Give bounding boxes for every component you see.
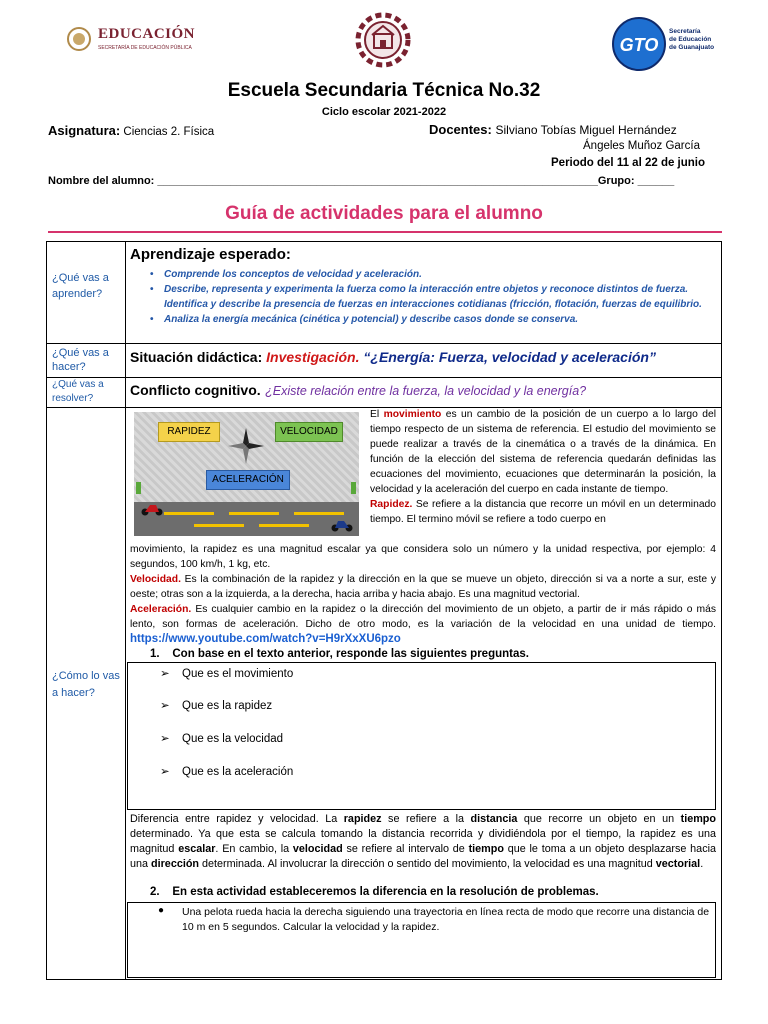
- text: que le toma a un objeto desplazarse hacia una: [130, 843, 716, 870]
- objective-item: • Comprende los conceptos de velocidad y aceleración.: [130, 267, 716, 282]
- guide-underline: [48, 231, 722, 233]
- bold-term: tiempo: [680, 813, 716, 825]
- label-que-vas-a-aprender: ¿Qué vas a aprender?: [52, 272, 109, 300]
- label-que-vas-a-resolver: ¿Qué vas a resolver?: [52, 379, 104, 404]
- text: que recorre un objeto en un: [517, 813, 681, 825]
- road-stripe: [294, 512, 344, 515]
- objective-item: • Analiza la energía mecánica (cinética y potencial) y describe casos donde se conserva.: [130, 312, 716, 327]
- school-gear-logo-icon: [355, 12, 411, 68]
- teachers-label: Docentes:: [429, 122, 492, 137]
- subject-label: Asignatura:: [48, 123, 121, 138]
- row-divider: [46, 343, 722, 344]
- arrow-bullet-icon: ➢: [160, 766, 170, 778]
- reading-right-column: [370, 407, 716, 527]
- rapidez-label: RAPIDEZ: [158, 422, 220, 442]
- text: determinado. Ya que esta se calcula tomando la distancia recorrida y dividiéndola por el tiempo, la rapidez es una magnitud: [130, 828, 716, 855]
- question-item: [160, 731, 283, 745]
- eagle-seal-icon: [66, 26, 92, 52]
- question-text: Que es la rapidez: [182, 700, 273, 712]
- bold-term: velocidad: [292, 843, 343, 855]
- situacion-line: [130, 349, 656, 365]
- aceleracion-label: ACELERACIÓN: [206, 470, 290, 490]
- question-text: Que es la velocidad: [182, 733, 284, 745]
- reading-text: movimiento, la rapidez es una magnitud escalar ya que considera solo un número y la unidad respectiva, por ejemplo: 4 segundos, 100 km/h, 1 kg, etc.: [130, 544, 716, 570]
- difference-paragraph: [130, 812, 716, 872]
- conflicto-line: [130, 382, 586, 400]
- teacher-2: Ángeles Muñoz García: [583, 140, 700, 152]
- gto-line-3: de Guanajuato: [669, 44, 715, 51]
- objective-item: • Describe, representa y experimenta la fuerza como la interacción entre objetos y reconoce distintos de fuerza. Identifica y describe la presencia de fuerzas en interacciones cotidianas (fricción, flotación, fuerzas de equilibrio.: [130, 282, 716, 312]
- reading-text: El: [370, 409, 384, 420]
- sep-logo-subtext: SECRETARÍA DE EDUCACIÓN PÚBLICA: [98, 45, 192, 51]
- bold-term: vectorial: [655, 858, 701, 870]
- reading-full-width: [130, 542, 716, 647]
- period: Periodo del 11 al 22 de junio: [551, 157, 706, 169]
- problem-text: Una pelota rueda hacia la derecha siguiendo una trayectoria en línea recta de modo que recorre una distancia de 10 m en 5 segundos. Calcular la velocidad y la rapidez.: [182, 906, 710, 933]
- road-stripe: [164, 512, 214, 515]
- objectives-list: [130, 267, 716, 327]
- situacion-type: Investigación.: [266, 349, 360, 365]
- situacion-label: Situación didáctica:: [130, 349, 263, 365]
- sep-logo: [62, 20, 212, 56]
- question-item: [160, 764, 293, 778]
- term-aceleracion: Aceleración.: [130, 604, 192, 615]
- bold-term: escalar: [178, 843, 216, 855]
- activity-2-title: 2. En esta actividad estableceremos la diferencia en la resolución de problemas.: [150, 886, 599, 898]
- conflicto-label: Conflicto cognitivo.: [130, 382, 261, 398]
- text: se refiere a la: [381, 813, 471, 825]
- arrow-bullet-icon: ➢: [160, 700, 170, 712]
- student-name-field[interactable]: Nombre del alumno: ________________________________________________________________________Grupo: ______: [48, 175, 675, 187]
- term-movimiento: movimiento: [383, 409, 442, 420]
- bullet-icon: ●: [158, 905, 165, 916]
- conflicto-question: ¿Existe relación entre la fuerza, la velocidad y la energía?: [265, 384, 587, 398]
- school-title: Escuela Secundaria Técnica No.32: [227, 80, 541, 101]
- school-cycle: Ciclo escolar 2021-2022: [321, 106, 447, 118]
- teacher-1: Silviano Tobías Miguel Hernández: [495, 123, 677, 137]
- term-velocidad: Velocidad.: [130, 574, 181, 585]
- teachers-line: [429, 122, 677, 137]
- green-arrow-icon: [136, 482, 141, 494]
- gto-seal-icon: [611, 14, 667, 74]
- motorcycle-icon: [330, 516, 354, 532]
- question-text: Que es la aceleración: [182, 766, 294, 778]
- text: determinada. Al involucrar la dirección o sentido del movimiento, la velocidad es una magnitud: [199, 858, 656, 870]
- arrow-bullet-icon: ➢: [160, 733, 170, 745]
- road-stripe: [194, 524, 244, 527]
- gto-line-1: Secretaría: [669, 28, 701, 35]
- road-stripe: [259, 524, 309, 527]
- text: . En cambio, la: [215, 843, 293, 855]
- sep-logo-text: EDUCACIÓN: [98, 26, 196, 42]
- problem-box[interactable]: [127, 902, 716, 978]
- road-stripe: [229, 512, 279, 515]
- velocidad-label: VELOCIDAD: [275, 422, 343, 442]
- question-item: [160, 698, 272, 712]
- row-divider: [46, 377, 722, 378]
- label-que-vas-a-hacer: ¿Qué vas a hacer?: [52, 347, 109, 373]
- bold-term: dirección: [151, 858, 200, 870]
- activity-1-title: 1. Con base en el texto anterior, responde las siguientes preguntas.: [150, 648, 529, 660]
- guide-title: Guía de actividades para el alumno: [225, 203, 543, 224]
- gto-line-2: de Educación: [669, 36, 712, 43]
- situacion-title: “¿Energía: Fuerza, velocidad y aceleración”: [363, 349, 656, 365]
- column-divider: [125, 241, 126, 980]
- subject-value: Ciencias 2. Física: [120, 126, 215, 138]
- text: .: [700, 858, 704, 870]
- gto-logo: [611, 14, 721, 76]
- reading-text: Es cualquier cambio en la rapidez o la dirección del movimiento de un objeto, a partir de ir más rápido o más lento, son formas de aceleración. Dicho de otro modo, es la variación de la velocidad en una unidad de tiempo.: [130, 604, 716, 630]
- question-text: Que es el movimiento: [182, 668, 294, 680]
- reading-text: Se refiere a la distancia que recorre un móvil en un determinado tiempo. El termino móvil se refiere a todo cuerpo en: [370, 499, 716, 525]
- gto-logo-text: GTO: [619, 35, 659, 55]
- reading-text: es un cambio de la posición de un cuerpo a lo largo del tiempo respecto de un sistema de referencia. El estudio del movimiento se puede realizar a través de la cinemática o a través de la dinámica. En función de la elección del sistema de referencia quedarán definidas las ecuaciones del movimiento, ecuaciones que determinarán la posición, la velocidad y la aceleración del cuerpo en cada instante de tiempo.: [370, 409, 716, 495]
- aprendizaje-heading: Aprendizaje esperado:: [130, 246, 291, 263]
- motorcycle-icon: [140, 500, 164, 516]
- arrow-bullet-icon: ➢: [160, 668, 170, 680]
- question-item: [160, 666, 293, 680]
- road: [134, 502, 359, 536]
- text: se refiere al intervalo de: [342, 843, 469, 855]
- label-como-lo-vas-a-hacer: ¿Cómo lo vas a hacer?: [52, 670, 120, 699]
- green-arrow-icon: [351, 482, 356, 494]
- youtube-link[interactable]: https://www.youtube.com/watch?v=H9rXxXU6pzo: [130, 633, 401, 645]
- answers-box[interactable]: [127, 662, 716, 810]
- bold-term: tiempo: [468, 843, 504, 855]
- bold-term: rapidez: [343, 813, 382, 825]
- reading-text: Es la combinación de la rapidez y la dirección en la que se mueve un objeto, dirección si va a norte a sur, este y oeste; otras son a la izquierda, a la derecha, hacia arriba y hacia abajo. Es una magnitud vectorial.: [130, 574, 716, 600]
- subject-line: [48, 123, 214, 138]
- bold-term: distancia: [470, 813, 518, 825]
- compass-rose-icon: [226, 426, 266, 466]
- motion-illustration: [134, 412, 359, 536]
- term-rapidez: Rapidez.: [370, 499, 413, 510]
- text: Diferencia entre rapidez y velocidad. La: [130, 813, 344, 825]
